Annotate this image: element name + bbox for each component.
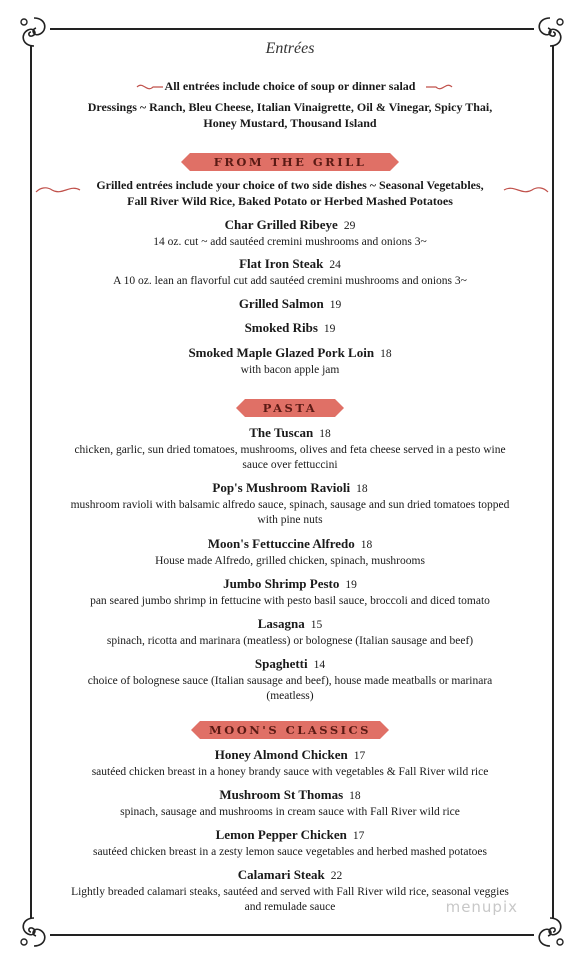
item-price: 29 xyxy=(343,220,356,232)
item-price: 18 xyxy=(349,790,361,802)
item-name: Char Grilled Ribeye xyxy=(224,217,338,232)
item-description: pan seared jumbo shrimp in fettucine with pesto basil sauce, broccoli and diced tomato xyxy=(90,595,490,607)
menu-item xyxy=(70,615,510,649)
entrees-intro: All entrées include choice of soup or dinner salad xyxy=(164,79,416,93)
item-name: Smoked Ribs xyxy=(244,320,318,335)
watermark: menupix xyxy=(445,898,518,916)
section-header-grill: FROM THE GRILL xyxy=(190,153,390,171)
item-price: 18 xyxy=(319,428,331,440)
item-name: Jumbo Shrimp Pesto xyxy=(223,576,340,591)
item-price: 19 xyxy=(329,299,342,311)
menu-item xyxy=(70,295,510,314)
item-price: 17 xyxy=(352,830,365,842)
item-price: 19 xyxy=(323,323,336,335)
item-name: Lasagna xyxy=(257,616,305,631)
flourish-left-icon xyxy=(34,183,82,197)
page-title: Entrées xyxy=(265,40,315,57)
item-name: Mushroom St Thomas xyxy=(219,787,344,802)
menu-item xyxy=(70,216,510,250)
item-name: Moon's Fettuccine Alfredo xyxy=(207,536,355,551)
item-name: Pop's Mushroom Ravioli xyxy=(212,480,351,495)
item-name: Flat Iron Steak xyxy=(239,256,324,271)
item-description: with bacon apple jam xyxy=(240,364,340,376)
item-description: mushroom ravioli with balsamic alfredo sauce, spinach, sausage and sun dried tomatoes topped with pine nuts xyxy=(70,499,510,526)
item-description: House made Alfredo, grilled chicken, spinach, mushrooms xyxy=(155,555,425,567)
menu-item xyxy=(70,255,510,289)
item-name: Lemon Pepper Chicken xyxy=(215,827,347,842)
item-price: 19 xyxy=(345,579,357,591)
flourish-right-icon xyxy=(502,183,550,197)
menu-item xyxy=(70,746,510,780)
item-name: Grilled Salmon xyxy=(238,296,324,311)
corner-flourish-icon xyxy=(534,916,566,948)
item-description: 14 oz. cut ~ add sautéed cremini mushrooms and onions 3~ xyxy=(153,236,427,248)
item-description: sautéed chicken breast in a honey brandy sauce with vegetables & Fall River wild rice xyxy=(91,766,489,778)
menu-item xyxy=(70,344,510,378)
item-name: Honey Almond Chicken xyxy=(214,747,348,762)
item-name: Calamari Steak xyxy=(237,867,325,882)
item-description: chicken, garlic, sun dried tomatoes, mushrooms, olives and feta cheese served in a pesto wine sauce over fettuccini xyxy=(74,444,506,471)
item-description: spinach, ricotta and marinara (meatless) or bolognese (Italian sausage and beef) xyxy=(106,635,474,647)
section-header-pasta: PASTA xyxy=(245,399,335,417)
menu-item xyxy=(70,866,510,915)
menu-item xyxy=(70,424,510,473)
dressings-list: Dressings ~ Ranch, Bleu Cheese, Italian Vinaigrette, Oil & Vinegar, Spicy Thai, Honey Mustard, Thousand Island xyxy=(87,100,493,130)
item-description: A 10 oz. lean an flavorful cut add sautéed cremini mushrooms and onions 3~ xyxy=(113,275,467,287)
item-price: 14 xyxy=(313,659,326,671)
item-price: 22 xyxy=(330,870,343,882)
item-price: 15 xyxy=(310,619,323,631)
item-name: The Tuscan xyxy=(249,425,314,440)
section-header-classics: MOON'S CLASSICS xyxy=(200,721,380,739)
menu-item xyxy=(70,535,510,569)
menu-item xyxy=(70,655,510,704)
menu-item xyxy=(70,575,510,609)
grill-intro: Grilled entrées include your choice of two side dishes ~ Seasonal Vegetables, Fall River Wild Rice, Baked Potato or Herbed Mashed Potatoes xyxy=(96,178,484,208)
item-name: Smoked Maple Glazed Pork Loin xyxy=(188,345,375,360)
item-price: 18 xyxy=(380,348,392,360)
corner-flourish-icon xyxy=(18,916,50,948)
item-description: choice of bolognese sauce (Italian sausage and beef), house made meatballs or marinara (meatless) xyxy=(87,675,493,702)
item-description: sautéed chicken breast in a zesty lemon sauce vegetables and herbed mashed potatoes xyxy=(92,846,488,858)
item-price: 17 xyxy=(353,750,366,762)
item-name: Spaghetti xyxy=(254,656,308,671)
item-description: Lightly breaded calamari steaks, sautéed and served with Fall River wild rice, seasonal veggies and remulade sauce xyxy=(71,886,509,913)
item-price: 18 xyxy=(360,539,373,551)
menu-item xyxy=(70,319,510,338)
flourish-right-icon xyxy=(424,81,454,93)
item-description: spinach, sausage and mushrooms in cream sauce with Fall River wild rice xyxy=(120,806,460,818)
item-price: 18 xyxy=(356,483,368,495)
menu-item xyxy=(70,826,510,860)
menu-item xyxy=(70,479,510,528)
item-price: 24 xyxy=(329,259,341,271)
menu-item xyxy=(70,786,510,820)
